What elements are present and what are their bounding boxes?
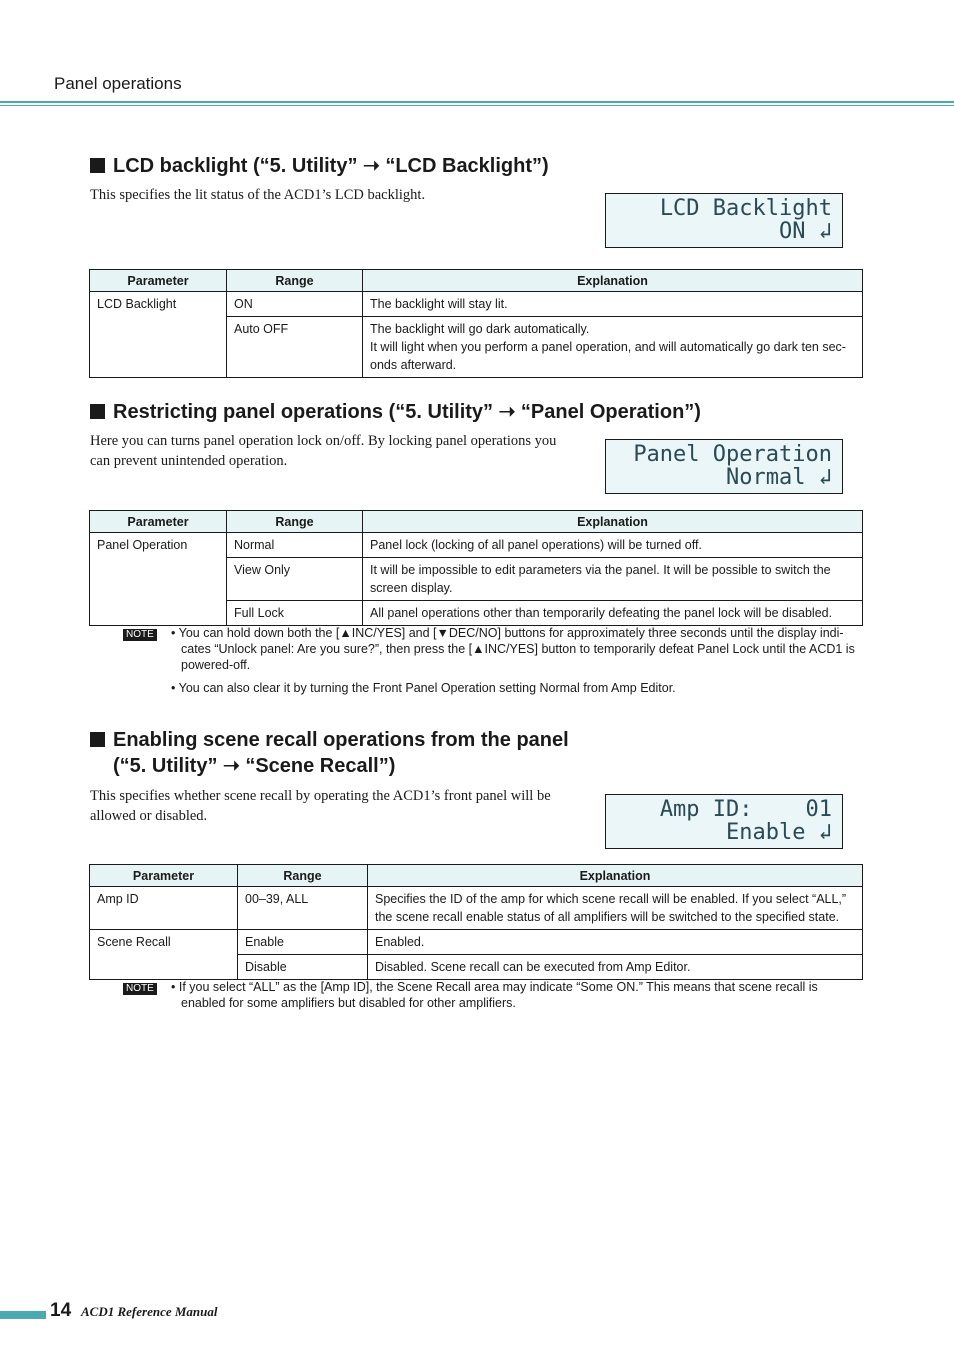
note-block: [123, 625, 855, 695]
manual-title: ACD1 Reference Manual: [81, 1304, 218, 1319]
column-header: Parameter: [90, 270, 227, 292]
table-row: Auto OFF The backlight will go dark automatically. It will light when you perform a panel operation, and will automatically go dark ten sec-onds afterward.: [90, 317, 863, 378]
table-row: Full Lock All panel operations other than temporarily defeating the panel lock will be disabled.: [90, 601, 863, 626]
parameter-table-scene: [89, 864, 863, 980]
table-row: Scene Recall Enable Enabled.: [90, 930, 863, 955]
column-header: Parameter: [90, 865, 238, 887]
table-row: Amp ID 00–39, ALL Specifies the ID of the amp for which scene recall will be enabled. If you select “ALL,” the scene recall enable status of all amplifiers will be switched to the specified state.: [90, 887, 863, 930]
page-number: 14: [50, 1300, 72, 1321]
lcd-display: Amp ID: 01 Enable ↲: [605, 794, 843, 849]
section-title-lcd-backlight: LCD backlight (“5. Utility” ➝ “LCD Backlight”): [90, 153, 549, 179]
section-title-panel-operation: Restricting panel operations (“5. Utility” ➝ “Panel Operation”): [90, 399, 701, 425]
table-row: View Only It will be impossible to edit parameters via the panel. It will be possible to switch the screen display.: [90, 558, 863, 601]
column-header: Explanation: [368, 865, 863, 887]
footer-bar: [0, 1311, 46, 1319]
running-header: Panel operations: [54, 74, 182, 93]
section-intro: This specifies the lit status of the ACD1’s LCD backlight.: [90, 187, 426, 203]
table-row: LCD Backlight ON The backlight will stay lit.: [90, 292, 863, 317]
section-intro: Here you can turns panel operation lock on/off. By locking panel operations you can prevent unintended operation.: [90, 433, 557, 469]
lcd-display: LCD Backlight ON ↲: [605, 193, 843, 248]
note-badge: NOTE: [123, 983, 157, 995]
header-rule-thin: [0, 105, 954, 106]
square-bullet-icon: [90, 158, 105, 173]
table-row: Disable Disabled. Scene recall can be executed from Amp Editor.: [90, 955, 863, 980]
header-rule: [0, 101, 954, 103]
section-title-scene-recall: Enabling scene recall operations from the panel (“5. Utility” ➝ “Scene Recall”): [90, 727, 569, 779]
note-item: • You can also clear it by turning the Front Panel Operation setting Normal from Amp Editor.: [171, 681, 676, 695]
note-item: • If you select “ALL” as the [Amp ID], the Scene Recall area may indicate “Some ON.” This means that scene recall is enabled for some amplifiers but disabled for other amplifiers.: [171, 980, 818, 1010]
square-bullet-icon: [90, 732, 105, 747]
table-row: Panel Operation Normal Panel lock (locking of all panel operations) will be turned off.: [90, 533, 863, 558]
column-header: Range: [238, 865, 368, 887]
column-header: Range: [227, 511, 363, 533]
square-bullet-icon: [90, 404, 105, 419]
note-badge: NOTE: [123, 629, 157, 641]
parameter-table-panel: [89, 510, 863, 626]
lcd-display: Panel Operation Normal ↲: [605, 439, 843, 494]
note-item: • You can hold down both the [▲INC/YES] and [▼DEC/NO] buttons for approximately three seconds until the display indi-cates “Unlock panel: Are you sure?”, then press the [▲INC/YES] button to temporarily defeat Panel Lock until the ACD1 is powered-off.: [171, 626, 855, 672]
note-block: [123, 979, 818, 1010]
column-header: Explanation: [363, 270, 863, 292]
column-header: Explanation: [363, 511, 863, 533]
column-header: Parameter: [90, 511, 227, 533]
parameter-table-lcd: [89, 269, 863, 378]
section-intro: This specifies whether scene recall by operating the ACD1’s front panel will be allowed or disabled.: [90, 788, 551, 824]
column-header: Range: [227, 270, 363, 292]
